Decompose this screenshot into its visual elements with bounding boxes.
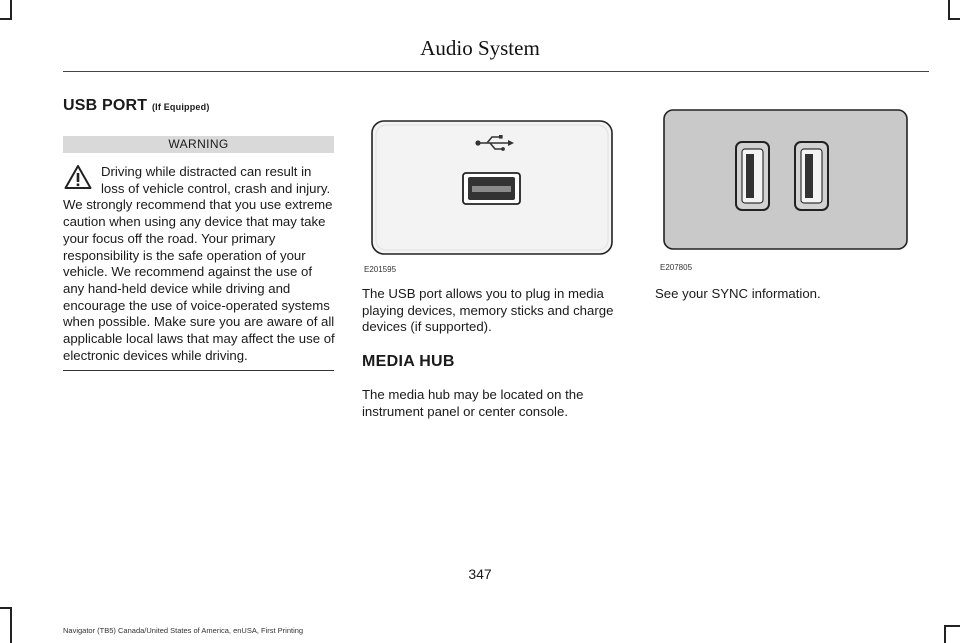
crop-mark-bottom-left-v: [10, 607, 12, 643]
crop-mark-top-left-v: [10, 0, 12, 20]
section-title-media-hub: MEDIA HUB: [362, 353, 455, 370]
warning-text-first: Driving while distracted can result in loss of vehicle control, crash and injury.: [101, 164, 331, 196]
crop-mark-top-right-h: [948, 18, 960, 20]
usb-port-figure: [362, 110, 622, 268]
crop-mark-bottom-left-h: [0, 607, 12, 609]
section-title-usb-port: [63, 97, 210, 115]
page-number: 347: [468, 566, 492, 582]
sync-note-text: See your SYNC information.: [655, 286, 821, 301]
crop-mark-bottom-right-h: [944, 625, 960, 627]
crop-mark-bottom-right-v: [944, 625, 946, 643]
figure-code-e201595: E201595: [364, 265, 397, 274]
crop-mark-top-right-v: [948, 0, 950, 20]
media-hub-text: The media hub may be located on the instrument panel or center console.: [362, 387, 584, 419]
warning-text-rest: We strongly recommend that you use extreme caution when using any device that may take your focus off the road. Your primary responsibility is the safe operation of your vehicle. We recommend against the use of any hand-held device while driving and encourage the use of voice-operated systems when possible. Make sure you are aware of all applicable local laws that may affect the use of electronic devices while driving.: [63, 197, 335, 363]
section-title-qualifier: (If Equipped): [151, 102, 210, 112]
header-rule: [63, 71, 929, 72]
usb-description-text: The USB port allows you to plug in media playing devices, memory sticks and charge devices (if supported).: [362, 286, 614, 335]
crop-mark-top-left-h: [0, 18, 12, 20]
media-hub-figure: [655, 102, 913, 258]
page-header-title: Audio System: [420, 36, 540, 60]
footer-text: Navigator (TB5) Canada/United States of America, enUSA, First Printing: [63, 626, 304, 635]
warning-bottom-rule: [63, 370, 334, 371]
section-title-text: USB PORT: [63, 97, 148, 114]
warning-text: [63, 164, 336, 364]
figure-code-e207805: E207805: [660, 263, 693, 272]
warning-label-bar: WARNING: [63, 136, 334, 153]
